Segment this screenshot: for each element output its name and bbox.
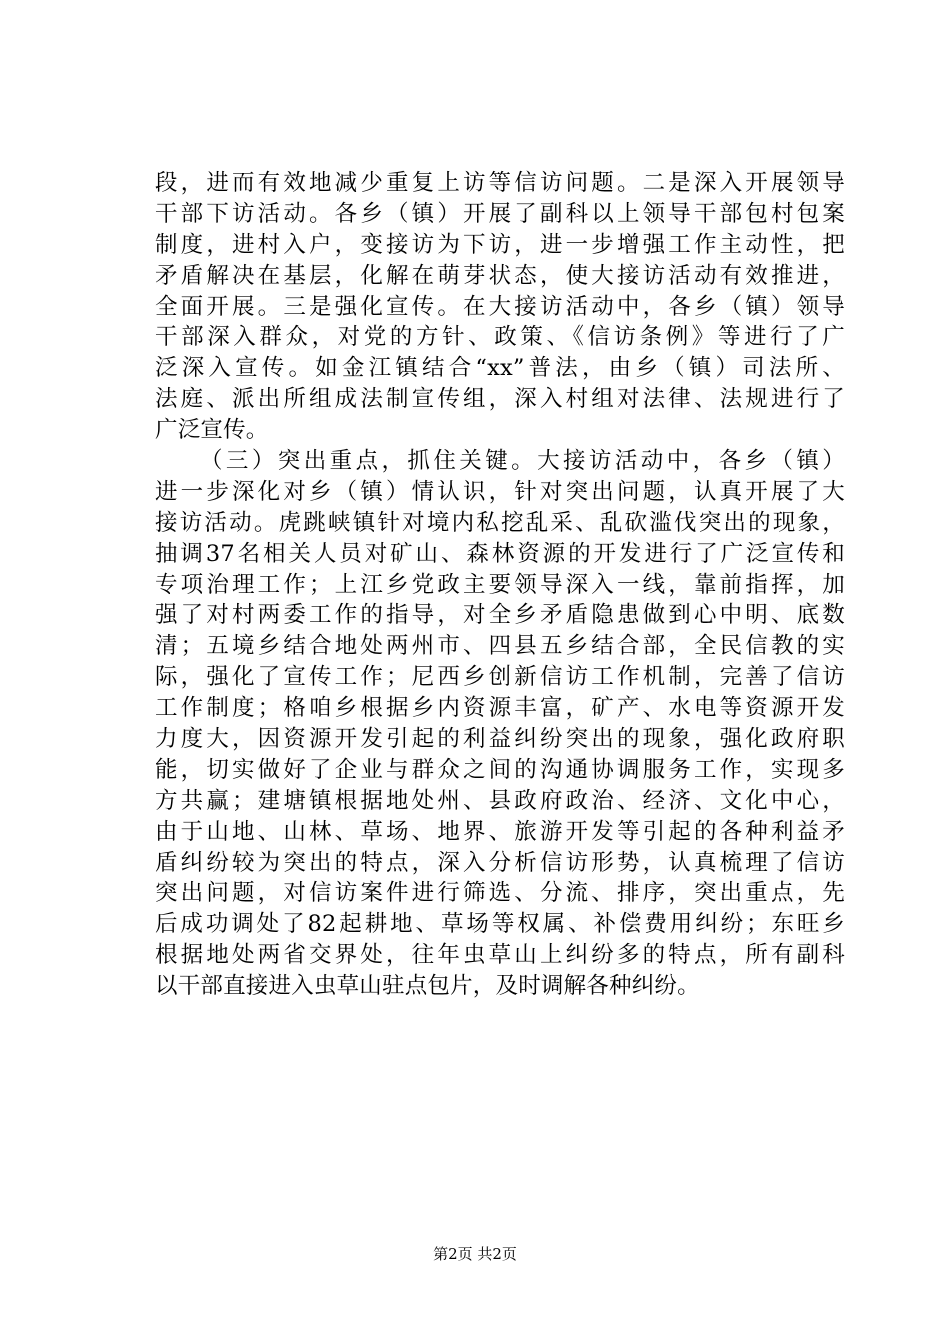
text-line: 法庭、派出所组成法制宣传组，深入村组对法律、法规进行了 <box>155 386 845 413</box>
text-line: 清；五境乡结合地处两州市、四县五乡结合部，全民信教的实 <box>155 633 845 660</box>
text-line: 段，进而有效地减少重复上访等信访问题。二是深入开展领导 <box>155 170 845 196</box>
text-line: 专项治理工作；上江乡党政主要领导深入一线，靠前指挥，加 <box>155 571 845 598</box>
text-line: 突出问题，对信访案件进行筛选、分流、排序，突出重点，先 <box>155 880 845 907</box>
document-body <box>155 168 845 1002</box>
paragraph-heading-line: （三）突出重点，抓住关键。大接访活动中，各乡（镇） <box>200 448 845 475</box>
text-line: 广泛宣传。 <box>155 417 269 444</box>
text-line: 干部下访活动。各乡（镇）开展了副科以上领导干部包村包案 <box>155 200 845 227</box>
text-line: 力度大，因资源开发引起的利益纠纷突出的现象，强化政府职 <box>155 726 845 753</box>
text-line: 进一步深化对乡（镇）情认识，针对突出问题，认真开展了大 <box>155 478 845 505</box>
text-line: 盾纠纷较为突出的特点，深入分析信访形势，认真梳理了信访 <box>155 849 845 876</box>
page-number-footer: 第2页 共2页 <box>433 1245 517 1263</box>
text-line: 由于山地、山林、草场、地界、旅游开发等引起的各种利益矛 <box>155 818 845 845</box>
text-line: 抽调37名相关人员对矿山、森林资源的开发进行了广泛宣传和 <box>155 540 845 567</box>
text-line: 制度，进村入户，变接访为下访，进一步增强工作主动性，把 <box>155 231 845 258</box>
text-line: 接访活动。虎跳峡镇针对境内私挖乱采、乱砍滥伐突出的现象， <box>155 509 845 536</box>
text-line: 矛盾解决在基层，化解在萌芽状态，使大接访活动有效推进， <box>155 262 845 289</box>
text-line: 能，切实做好了企业与群众之间的沟通协调服务工作，实现多 <box>155 756 845 783</box>
text-line: 强了对村两委工作的指导，对全乡矛盾隐患做到心中明、底数 <box>155 602 845 629</box>
text-line: 以干部直接进入虫草山驻点包片，及时调解各种纠纷。 <box>155 973 700 1000</box>
text-line: 根据地处两省交界处，往年虫草山上纠纷多的特点，所有副科 <box>155 942 845 969</box>
text-line: 全面开展。三是强化宣传。在大接访活动中，各乡（镇）领导 <box>155 293 845 320</box>
text-line: 后成功调处了82起耕地、草场等权属、补偿费用纠纷；东旺乡 <box>155 911 845 938</box>
text-line: 际，强化了宣传工作；尼西乡创新信访工作机制，完善了信访 <box>155 664 845 691</box>
text-line: 泛深入宣传。如金江镇结合“xx”普法，由乡（镇）司法所、 <box>155 355 845 382</box>
text-line: 工作制度；格咱乡根据乡内资源丰富，矿产、水电等资源开发 <box>155 695 845 722</box>
text-line: 方共赢；建塘镇根据地处州、县政府政治、经济、文化中心， <box>155 787 845 814</box>
text-line: 干部深入群众，对党的方针、政策、《信访条例》等进行了广 <box>155 324 845 351</box>
